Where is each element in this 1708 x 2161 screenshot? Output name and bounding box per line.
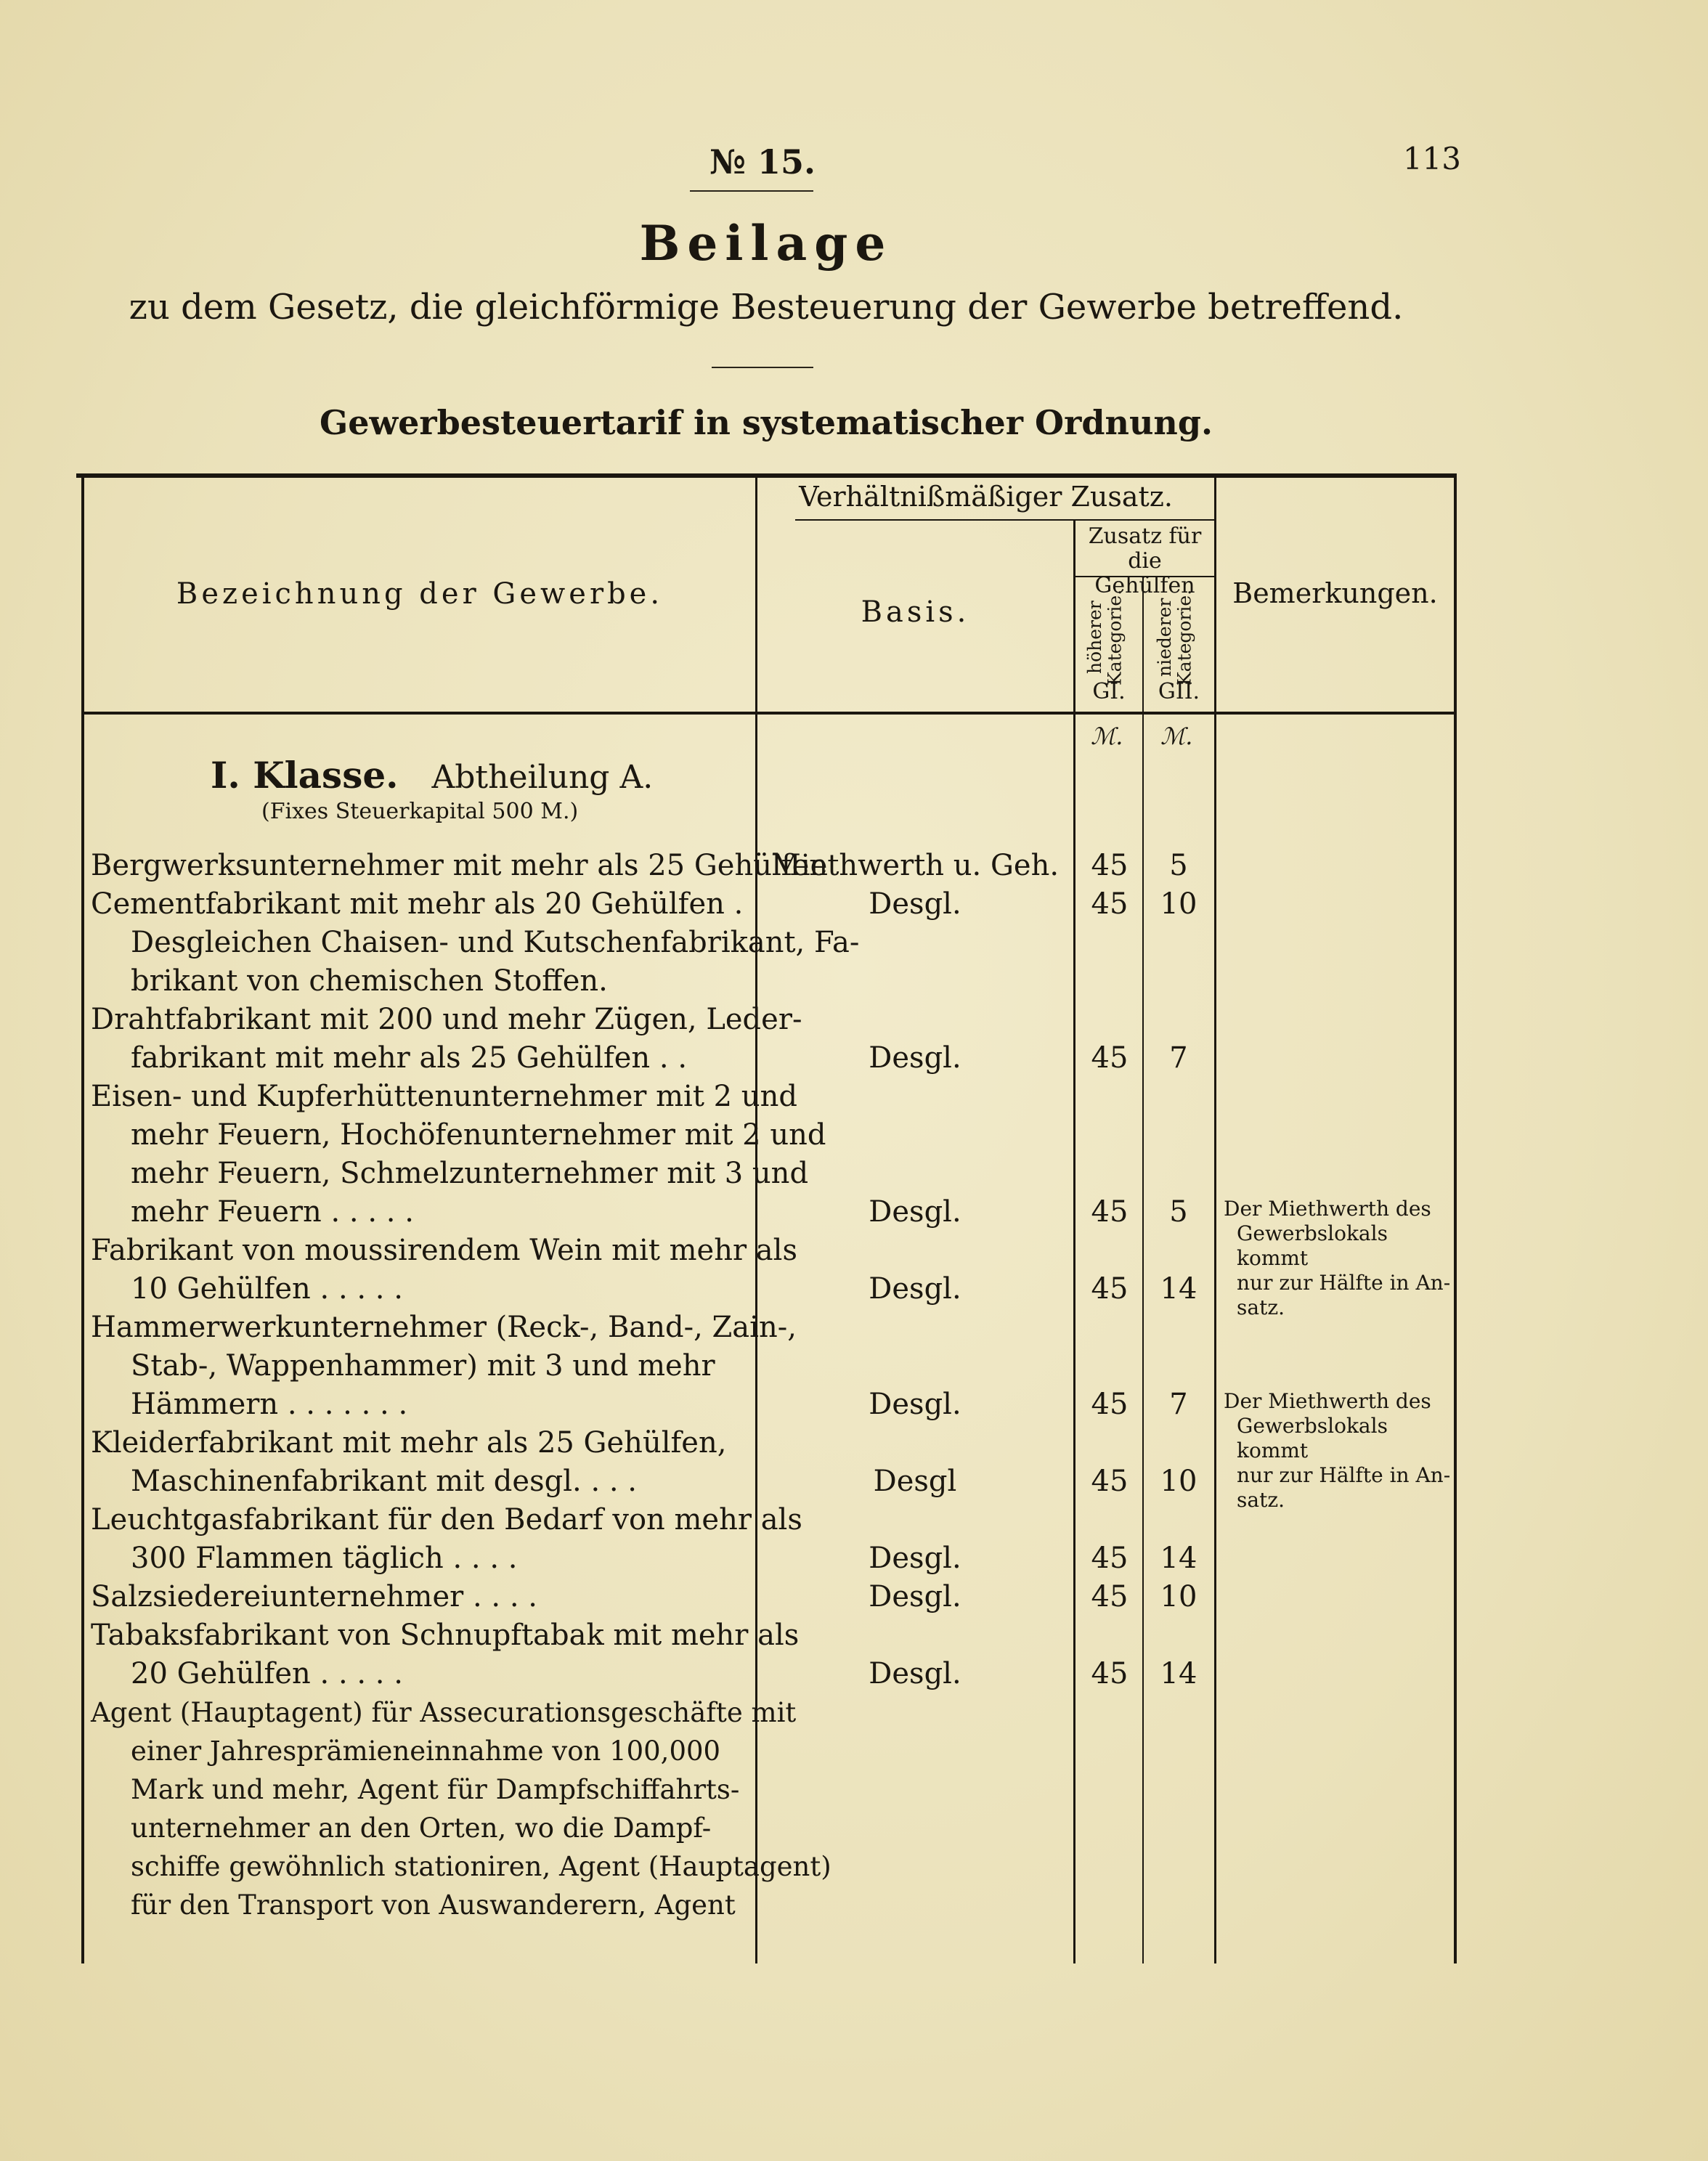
lower-class-label: GII. xyxy=(1158,679,1200,704)
row-higher: 45 xyxy=(1091,1657,1128,1690)
page-number: 113 xyxy=(1402,141,1461,176)
row-line: schiffe gewöhnlich stationiren, Agent (Hauptagent) xyxy=(131,1851,831,1882)
row-higher: 45 xyxy=(1091,1041,1128,1075)
table-row xyxy=(91,1616,799,1693)
row-line: Fabrikant von moussirendem Wein mit mehr als xyxy=(91,1234,797,1267)
remark-note xyxy=(1224,1389,1456,1513)
row-line: Bergwerksunternehmer mit mehr als 25 Gehülfen xyxy=(91,849,828,882)
row-line: brikant von chemischen Stoffen. xyxy=(131,964,608,998)
row-line: Stab-, Wappenhammer) mit 3 und mehr xyxy=(131,1349,715,1383)
table-header-bottom-rule xyxy=(81,712,1456,715)
higher-class-label: GI. xyxy=(1092,679,1126,704)
remark-line: nur zur Hälfte in An- xyxy=(1237,1271,1451,1295)
proportional-surcharge-header: Verhältnißmäßiger Zusatz. xyxy=(799,481,1173,513)
row-basis: Miethwerth u. Geh. xyxy=(770,849,1060,882)
row-lower: 10 xyxy=(1160,1580,1197,1613)
row-line: mehr Feuern, Schmelzunternehmer mit 3 und xyxy=(131,1157,809,1190)
table-row xyxy=(91,847,828,885)
issue-number-rule xyxy=(690,190,813,192)
row-basis: Desgl. xyxy=(869,1542,961,1575)
subtitle-rule xyxy=(712,367,813,368)
surcharge-rule xyxy=(795,519,1214,521)
row-line: Hämmern . . . . . . . xyxy=(131,1388,408,1421)
table-row xyxy=(91,1309,797,1424)
row-lower: 14 xyxy=(1160,1542,1197,1575)
row-basis: Desgl. xyxy=(869,1580,961,1613)
row-line: Leuchtgasfabrikant für den Bedarf von mehr als xyxy=(91,1503,802,1537)
row-basis: Desgl xyxy=(873,1465,957,1498)
row-lower: 7 xyxy=(1169,1041,1188,1075)
unit-lower: ℳ. xyxy=(1160,723,1193,750)
row-higher: 45 xyxy=(1091,849,1128,882)
row-line: 300 Flammen täglich . . . . xyxy=(131,1542,518,1575)
row-line: Cementfabrikant mit mehr als 20 Gehülfen . xyxy=(91,887,744,921)
row-line: für den Transport von Auswanderern, Agent xyxy=(131,1889,736,1921)
class-title-label: I. Klasse. xyxy=(211,754,399,797)
table-row xyxy=(91,885,859,1001)
row-line: 10 Gehülfen . . . . . xyxy=(131,1272,403,1306)
row-line: Tabaksfabrikant von Schnupftabak mit mehr als xyxy=(91,1619,800,1652)
division-label: Abtheilung A. xyxy=(431,759,654,796)
designation-header: Bezeichnung der Gewerbe. xyxy=(176,577,664,611)
row-lower: 10 xyxy=(1160,1465,1197,1498)
row-basis: Desgl. xyxy=(869,1657,961,1690)
main-title: Beilage xyxy=(639,215,893,272)
basis-header: Basis. xyxy=(861,595,970,629)
remark-line: Gewerbslokals kommt xyxy=(1237,1414,1388,1462)
row-line: Mark und mehr, Agent für Dampfschiffahrts- xyxy=(131,1774,740,1805)
row-basis: Desgl. xyxy=(869,887,961,921)
table-row xyxy=(91,1501,802,1578)
remark-line: nur zur Hälfte in An- xyxy=(1237,1463,1451,1487)
subtitle: zu dem Gesetz, die gleichförmige Besteuerung der Gewerbe betreffend. xyxy=(129,287,1404,327)
remark-line: Der Miethwerth des xyxy=(1224,1389,1431,1413)
assistants-surcharge-header: Zusatz für die Gehülfen xyxy=(1088,524,1202,598)
row-lower: 14 xyxy=(1160,1272,1197,1306)
row-line: mehr Feuern, Hochöfenunternehmer mit 2 und xyxy=(131,1118,826,1152)
row-line: Eisen- und Kupferhüttenunternehmer mit 2 und xyxy=(91,1080,797,1113)
row-higher: 45 xyxy=(1091,1542,1128,1575)
row-line: Desgleichen Chaisen- und Kutschenfabrikant, Fa- xyxy=(131,926,860,959)
table-top-rule xyxy=(76,473,1456,478)
table-row xyxy=(91,1001,802,1078)
class-title xyxy=(211,754,653,799)
row-lower: 14 xyxy=(1160,1657,1197,1690)
issue-number: № 15. xyxy=(709,142,816,182)
remark-line: satz. xyxy=(1237,1488,1285,1512)
row-line: Hammerwerkunternehmer (Reck-, Band-, Zain-, xyxy=(91,1311,797,1344)
remarks-header: Bemerkungen. xyxy=(1232,577,1438,609)
row-lower: 10 xyxy=(1160,887,1197,921)
capital-note: (Fixes Steuerkapital 500 M.) xyxy=(261,799,579,824)
remark-line: Der Miethwerth des xyxy=(1224,1197,1431,1221)
row-higher: 45 xyxy=(1091,1465,1128,1498)
row-line: unternehmer an den Orten, wo die Dampf- xyxy=(131,1812,712,1844)
row-line: mehr Feuern . . . . . xyxy=(131,1195,414,1229)
remark-line: Gewerbslokals kommt xyxy=(1237,1221,1388,1270)
row-line: Kleiderfabrikant mit mehr als 25 Gehülfen, xyxy=(91,1426,727,1460)
row-line: Salzsiedereiunternehmer . . . . xyxy=(91,1580,537,1613)
remark-note xyxy=(1224,1197,1456,1320)
lower-category-header: niederer Kategorie. xyxy=(1154,589,1195,686)
row-higher: 45 xyxy=(1091,1195,1128,1229)
row-basis: Desgl. xyxy=(869,1272,961,1306)
remark-line: satz. xyxy=(1237,1295,1285,1319)
row-lower: 5 xyxy=(1169,1195,1188,1229)
table-row xyxy=(91,1578,537,1616)
row-line: Maschinenfabrikant mit desgl. . . . xyxy=(131,1465,638,1498)
row-lower: 5 xyxy=(1169,849,1188,882)
row-line: fabrikant mit mehr als 25 Gehülfen . . xyxy=(131,1041,688,1075)
row-basis: Desgl. xyxy=(869,1041,961,1075)
row-line: Drahtfabrikant mit 200 und mehr Zügen, Leder- xyxy=(91,1003,802,1036)
row-line: 20 Gehülfen . . . . . xyxy=(131,1657,403,1690)
row-line: Agent (Hauptagent) für Assecurationsgeschäfte mit xyxy=(91,1697,797,1728)
row-line: einer Jahresprämieneinnahme von 100,000 xyxy=(131,1735,721,1767)
row-higher: 45 xyxy=(1091,887,1128,921)
table-row xyxy=(91,1232,797,1309)
row-higher: 45 xyxy=(1091,1580,1128,1613)
table-row xyxy=(91,1424,726,1501)
row-lower: 7 xyxy=(1169,1388,1188,1421)
row-basis: Desgl. xyxy=(869,1388,961,1421)
row-higher: 45 xyxy=(1091,1272,1128,1306)
higher-category-header: höherer Kategorie. xyxy=(1084,589,1126,686)
row-higher: 45 xyxy=(1091,1388,1128,1421)
row-basis: Desgl. xyxy=(869,1195,961,1229)
tariff-title: Gewerbesteuertarif in systematischer Ordnung. xyxy=(319,403,1213,442)
higher-left-rule xyxy=(1073,519,1075,1963)
table-row xyxy=(91,1078,826,1232)
table-row xyxy=(91,1693,831,1924)
unit-higher: ℳ. xyxy=(1091,723,1123,750)
table-left-rule xyxy=(81,473,84,1963)
remarks-left-rule xyxy=(1214,478,1216,1963)
